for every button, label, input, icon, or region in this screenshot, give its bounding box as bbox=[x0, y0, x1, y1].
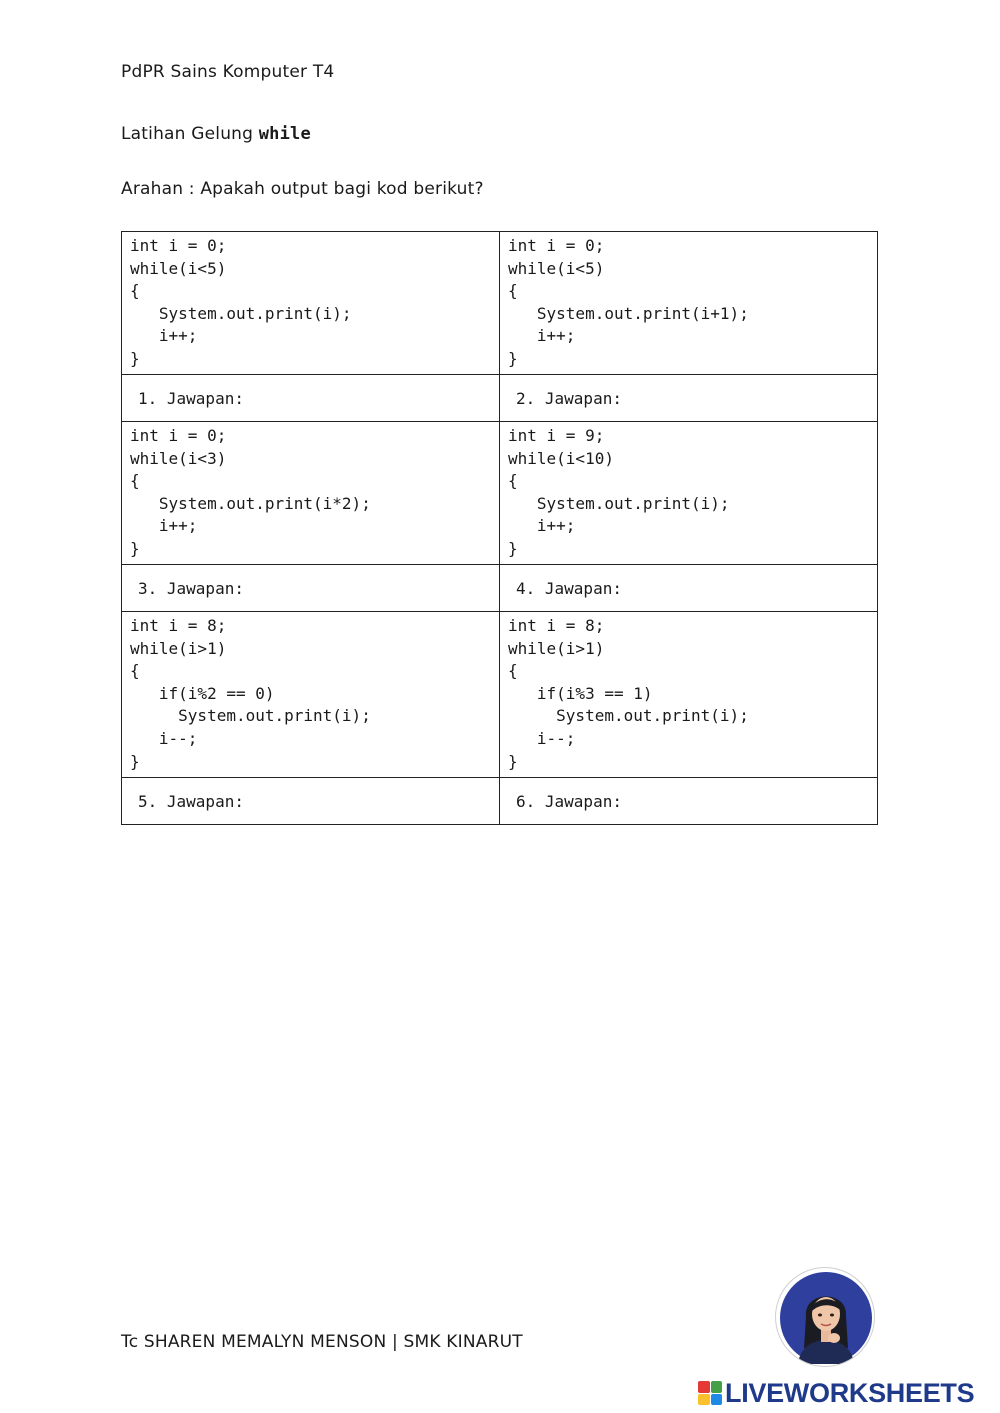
answer-row-2 bbox=[122, 565, 878, 612]
code-block-1: int i = 0; while(i<5) { System.out.print(i); i++; } bbox=[130, 236, 352, 368]
code-block-2: int i = 0; while(i<5) { System.out.print(i+1); i++; } bbox=[508, 236, 749, 368]
code-block-5: int i = 8; while(i>1) { if(i%2 == 0) System.out.print(i); i--; } bbox=[130, 616, 371, 771]
mark-square-red bbox=[698, 1381, 710, 1393]
mark-square-green bbox=[711, 1381, 723, 1393]
answer-label-3: 3. Jawapan: bbox=[138, 578, 244, 598]
author-footer: Tc SHAREN MEMALYN MENSON | SMK KINARUT bbox=[121, 1332, 523, 1352]
code-row-2 bbox=[122, 422, 878, 565]
exercise-cell-1 bbox=[122, 232, 500, 375]
code-block-4: int i = 9; while(i<10) { System.out.print(i); i++; } bbox=[508, 426, 730, 558]
exercise-cell-4 bbox=[500, 422, 878, 565]
answer-label-2: 2. Jawapan: bbox=[516, 388, 622, 408]
answer-cell-2[interactable] bbox=[500, 375, 878, 422]
code-block-3: int i = 0; while(i<3) { System.out.print(i*2); i++; } bbox=[130, 426, 371, 558]
answer-row-3 bbox=[122, 778, 878, 825]
liveworksheets-mark-icon bbox=[698, 1381, 722, 1405]
page-title: PdPR Sains Komputer T4 bbox=[121, 62, 335, 82]
avatar-illustration bbox=[776, 1268, 875, 1367]
code-row-3 bbox=[122, 612, 878, 778]
answer-cell-5[interactable] bbox=[122, 778, 500, 825]
liveworksheets-wordmark: LIVEWORKSHEETS bbox=[725, 1377, 975, 1408]
answer-label-5: 5. Jawapan: bbox=[138, 791, 244, 811]
exercise-cell-2 bbox=[500, 232, 878, 375]
answer-label-6: 6. Jawapan: bbox=[516, 791, 622, 811]
liveworksheets-logo bbox=[698, 1378, 974, 1408]
subtitle-prefix: Latihan Gelung bbox=[121, 124, 259, 144]
subtitle-keyword: while bbox=[258, 124, 311, 144]
answer-cell-4[interactable] bbox=[500, 565, 878, 612]
code-block-6: int i = 8; while(i>1) { if(i%3 == 1) System.out.print(i); i--; } bbox=[508, 616, 749, 771]
mark-square-blue bbox=[711, 1394, 723, 1406]
exercise-table bbox=[121, 231, 878, 825]
exercise-cell-5 bbox=[122, 612, 500, 778]
code-row-1 bbox=[122, 232, 878, 375]
answer-cell-6[interactable] bbox=[500, 778, 878, 825]
answer-cell-3[interactable] bbox=[122, 565, 500, 612]
answer-label-4: 4. Jawapan: bbox=[516, 578, 622, 598]
answer-row-1 bbox=[122, 375, 878, 422]
exercise-subtitle bbox=[121, 124, 311, 144]
answer-label-1: 1. Jawapan: bbox=[138, 388, 244, 408]
mark-square-yellow bbox=[698, 1394, 710, 1406]
answer-cell-1[interactable] bbox=[122, 375, 500, 422]
exercise-cell-6 bbox=[500, 612, 878, 778]
teacher-avatar-icon bbox=[775, 1267, 875, 1367]
instruction-text: Arahan : Apakah output bagi kod berikut? bbox=[121, 179, 484, 199]
exercise-cell-3 bbox=[122, 422, 500, 565]
